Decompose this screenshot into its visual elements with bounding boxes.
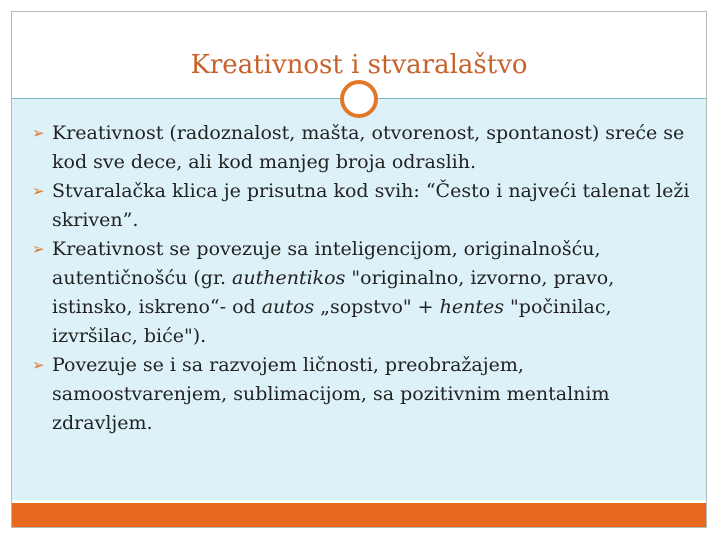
- bullet-arrow-icon: ➢: [32, 182, 45, 200]
- bottom-accent-bar: [12, 503, 706, 527]
- bullet-term: autos: [261, 296, 315, 318]
- bullet-text: Povezuje se i sa razvojem ličnosti, preobražajem, samoostvarenjem, sublimacijom, sa pozitivnim mentalnim zdravljem.: [52, 354, 610, 434]
- bullet-item: [30, 177, 690, 235]
- bullet-text: "počinilac, izvršilac, biće").: [52, 296, 612, 347]
- bullet-text: Kreativnost (radoznalost, mašta, otvorenost, spontanost) sreće se kod sve dece, ali kod manjeg broja odraslih.: [52, 122, 685, 173]
- bullet-item: [30, 351, 690, 438]
- bullet-text: Kreativnost se povezuje sa inteligencijom, originalnošću, autentičnošću (gr.: [52, 238, 601, 289]
- bullet-term: authentikos: [232, 267, 346, 289]
- bullet-arrow-icon: ➢: [32, 240, 45, 258]
- bullet-term: hentes: [439, 296, 505, 318]
- bullet-text: "originalno, izvorno, pravo, istinsko, iskreno“- od: [52, 267, 615, 318]
- bullet-item: [30, 119, 690, 177]
- slide-title: Kreativnost i stvaralaštvo: [190, 50, 528, 80]
- bullet-item: [30, 235, 690, 351]
- bullet-list: [30, 119, 690, 438]
- bullet-arrow-icon: ➢: [32, 356, 45, 374]
- bullet-text: Stvaralačka klica je prisutna kod svih: “Često i najveći talenat leži skriven”.: [52, 180, 690, 231]
- decorative-circle-icon: [340, 80, 378, 118]
- bullet-text: „sopstvo" +: [314, 296, 440, 318]
- bullet-arrow-icon: ➢: [32, 124, 45, 142]
